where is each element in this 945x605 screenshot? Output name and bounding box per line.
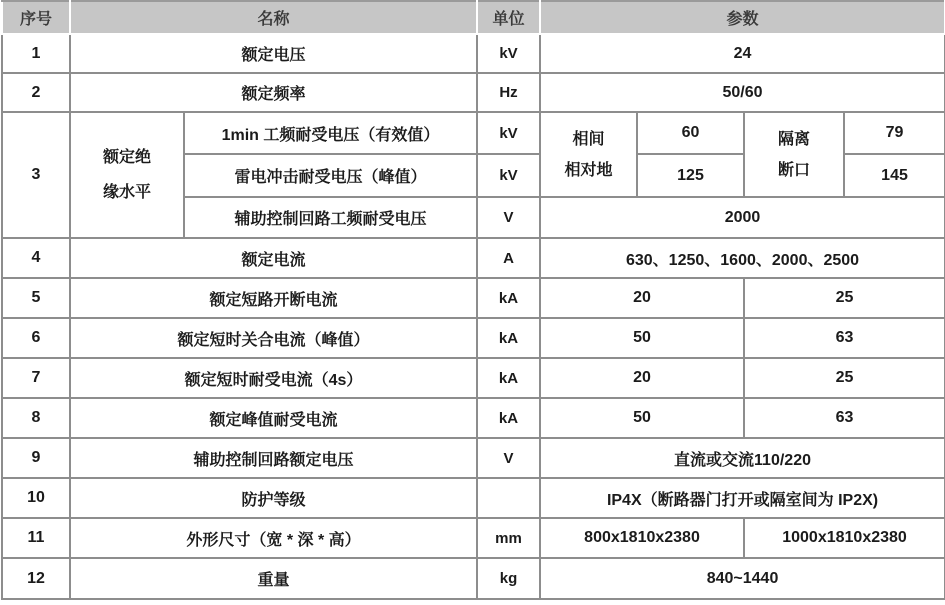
row-1 (2, 34, 945, 73)
header-name: 名称 (70, 1, 477, 34)
row-5 (2, 278, 945, 318)
row-3-sub-1 (2, 112, 945, 154)
row-3-sub-2-name: 雷电冲击耐受电压（峰值） (184, 154, 477, 197)
row-1-name: 额定电压 (70, 34, 477, 73)
row-8-param-2: 63 (744, 398, 945, 438)
row-8-param-1: 50 (540, 398, 744, 438)
row-7-unit: kA (477, 358, 540, 398)
row-4 (2, 238, 945, 278)
row-7-name: 额定短时耐受电流（4s） (70, 358, 477, 398)
row-6-param-1: 50 (540, 318, 744, 358)
row-11-unit: mm (477, 518, 540, 558)
row-3-sub-2-value-phase: 125 (637, 154, 744, 197)
row-10-unit (477, 478, 540, 518)
row-1-no: 1 (2, 34, 70, 73)
row-7-no: 7 (2, 358, 70, 398)
row-3-scope-phase-line2: 相对地 (564, 161, 613, 179)
row-8-no: 8 (2, 398, 70, 438)
row-9-unit: V (477, 438, 540, 478)
row-3-sub-1-value-phase: 60 (637, 112, 744, 154)
row-3-group-name (70, 112, 184, 238)
row-3-sub-1-name: 1min 工频耐受电压（有效值） (184, 112, 477, 154)
row-12 (2, 558, 945, 599)
row-6-name: 额定短时关合电流（峰值） (70, 318, 477, 358)
row-3-sub-2-value-isolating: 145 (844, 154, 945, 197)
row-10-name: 防护等级 (70, 478, 477, 518)
row-1-param: 24 (540, 34, 945, 73)
row-3-sub-3-param: 2000 (540, 197, 945, 238)
row-2-param: 50/60 (540, 73, 945, 112)
row-3-sub-2-unit: kV (477, 154, 540, 197)
row-4-no: 4 (2, 238, 70, 278)
row-7-param-2: 25 (744, 358, 945, 398)
row-5-unit: kA (477, 278, 540, 318)
row-3-scope-isolating-line2: 断口 (778, 161, 811, 179)
row-11-name: 外形尺寸（宽 * 深 * 高） (70, 518, 477, 558)
row-2-no: 2 (2, 73, 70, 112)
row-3-scope-isolating (744, 112, 844, 197)
row-5-name: 额定短路开断电流 (70, 278, 477, 318)
row-5-param-2: 25 (744, 278, 945, 318)
row-11-param-2: 1000x1810x2380 (744, 518, 945, 558)
row-12-no: 12 (2, 558, 70, 599)
row-12-name: 重量 (70, 558, 477, 599)
spec-table (1, 0, 945, 600)
row-11-no: 11 (2, 518, 70, 558)
row-2-name: 额定频率 (70, 73, 477, 112)
row-3-sub-1-unit: kV (477, 112, 540, 154)
row-11-param-1: 800x1810x2380 (540, 518, 744, 558)
row-7-param-1: 20 (540, 358, 744, 398)
row-3-scope-phase (540, 112, 637, 197)
row-6-unit: kA (477, 318, 540, 358)
row-7 (2, 358, 945, 398)
row-6-param-2: 63 (744, 318, 945, 358)
row-5-no: 5 (2, 278, 70, 318)
row-4-name: 额定电流 (70, 238, 477, 278)
header-no: 序号 (2, 1, 70, 34)
row-2-unit: Hz (477, 73, 540, 112)
header-unit: 单位 (477, 1, 540, 34)
row-9-no: 9 (2, 438, 70, 478)
row-8-name: 额定峰值耐受电流 (70, 398, 477, 438)
row-3-sub-3-unit: V (477, 197, 540, 238)
row-3-scope-isolating-line1: 隔离 (778, 130, 811, 148)
row-6 (2, 318, 945, 358)
row-3-group-name-line2: 缘水平 (102, 184, 151, 201)
row-9 (2, 438, 945, 478)
row-6-no: 6 (2, 318, 70, 358)
row-8 (2, 398, 945, 438)
header-param: 参数 (540, 1, 945, 34)
row-3-group-name-line1: 额定绝 (102, 149, 151, 166)
row-10-param: IP4X（断路器门打开或隔室间为 IP2X) (540, 478, 945, 518)
row-2 (2, 73, 945, 112)
row-9-param: 直流或交流110/220 (540, 438, 945, 478)
row-4-param: 630、1250、1600、2000、2500 (540, 238, 945, 278)
row-9-name: 辅助控制回路额定电压 (70, 438, 477, 478)
row-3-sub-1-value-isolating: 79 (844, 112, 945, 154)
row-10-no: 10 (2, 478, 70, 518)
header-row (2, 1, 945, 34)
row-8-unit: kA (477, 398, 540, 438)
row-11 (2, 518, 945, 558)
row-1-unit: kV (477, 34, 540, 73)
row-3-scope-phase-line1: 相间 (572, 130, 605, 148)
row-12-unit: kg (477, 558, 540, 599)
row-5-param-1: 20 (540, 278, 744, 318)
row-3-no: 3 (2, 112, 70, 238)
row-4-unit: A (477, 238, 540, 278)
row-10 (2, 478, 945, 518)
row-12-param: 840~1440 (540, 558, 945, 599)
row-3-sub-3-name: 辅助控制回路工频耐受电压 (184, 197, 477, 238)
